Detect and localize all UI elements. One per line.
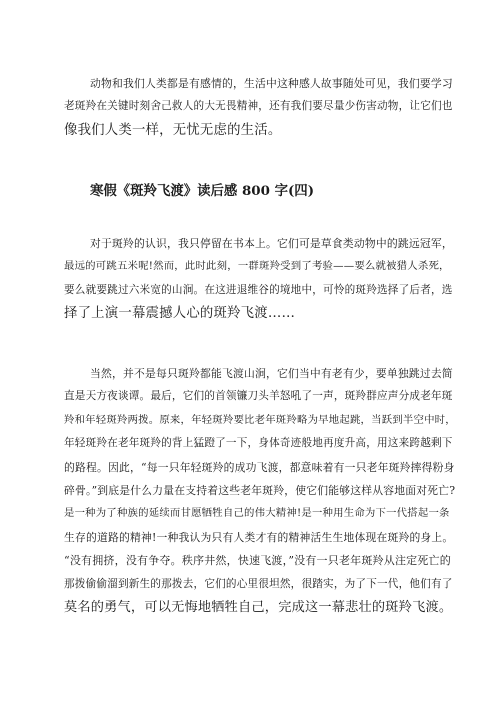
text-line: 生存的道路的精神!一种我认为只有人类才有的精神活生生地体现在斑羚的身上。: [64, 530, 454, 544]
text-line: 当然，并不是每只斑羚都能飞渡山涧，它们当中有老有少，要单独跳过去简: [90, 367, 453, 380]
text-line: 羚和年轻斑羚两拨。原来，年轻斑羚要比老年斑羚略为早地起跳，当跃到半空中时，: [64, 413, 456, 426]
text-line: 直是天方夜谈谭。最后，它们的首领镰刀头羊怒吼了一声，斑羚群应声分成老年斑: [64, 390, 453, 403]
section-heading: 寒假《斑羚飞渡》读后感 800 字(四): [90, 183, 315, 199]
text-line: 的路程。因此，“每一只年轻斑羚的成功飞渡，都意味着有一只老年斑羚摔得粉身: [64, 460, 455, 474]
text-line: 要么就要跳过六米宽的山涧。在这进退维谷的境地中，可怜的斑羚选择了后者，选: [64, 283, 453, 296]
text-line: 碎骨。”到底是什么力量在支持着这些老年斑羚，使它们能够这样从容地面对死亡?: [64, 484, 456, 498]
text-line: 动物和我们人类都是有感情的，生活中这种感人故事随处可见，我们要学习: [90, 77, 453, 90]
text-line: 最远的可跳五米呢!然而，此时此刻，一群斑羚受到了考验——要么就被猎人杀死，: [64, 260, 450, 273]
paragraph-1: [64, 72, 456, 142]
text-line: 像我们人类一样，无忧无虑的生活。: [64, 122, 282, 138]
text-line: “没有拥挤，没有争夺。秩序井然，快速飞渡，”没有一只老年斑羚从注定死亡的: [64, 554, 451, 568]
text-line: 老斑羚在关键时刻舍己救人的大无畏精神，还有我们要尽量少伤害动物，让它们也: [64, 100, 453, 113]
text-line: 那拨偷偷溜到新生的那拨去，它们的心里很坦然，很踏实，为了下一代，他们有了: [64, 577, 453, 590]
text-line: 择了上演一幕震撼人心的斑羚飞渡……: [64, 306, 296, 322]
text-line: 是一种为了种族的延续而甘愿牺牲自己的伟大精神!是一种用生命为下一代搭起一条: [64, 507, 450, 520]
text-line: 年轻斑羚在老年斑羚的背上猛蹬了一下，身体奇迹般地再度升高，用这来跨越剩下: [64, 437, 453, 450]
paragraph-3: [64, 362, 456, 619]
text-line: 对于斑羚的认识，我只停留在书本上。它们可是草食类动物中的跳远冠军，: [90, 237, 453, 250]
paragraph-2: [64, 232, 456, 326]
text-line: 莫名的勇气，可以无悔地牺牲自己，完成这一幕悲壮的斑羚飞渡。: [64, 600, 453, 616]
